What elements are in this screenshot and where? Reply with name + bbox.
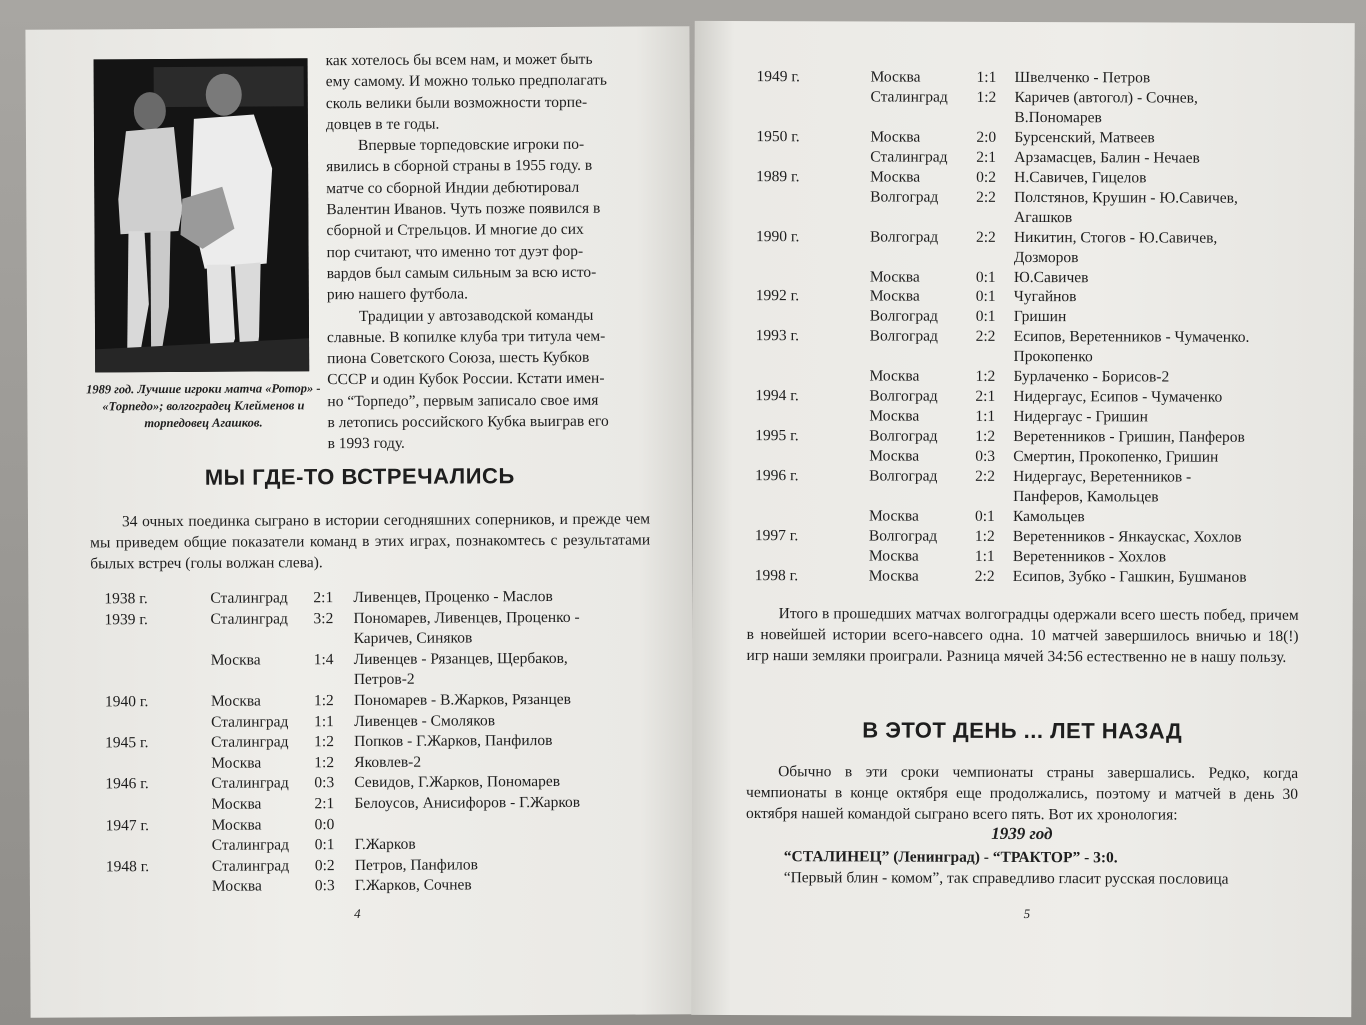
match-year: 1940 г. bbox=[104, 693, 149, 711]
intro-line: сколь велики были возможности торпе- bbox=[325, 93, 588, 112]
match-row bbox=[695, 67, 1355, 87]
match-scorers: Веретенников - Хохлов bbox=[1012, 547, 1167, 566]
match-score: 1:2 bbox=[314, 733, 335, 751]
match-score: 1:1 bbox=[975, 407, 996, 426]
match-year: 1946 г. bbox=[105, 775, 149, 793]
intro-line: Впервые торпедовские игроки по- bbox=[357, 136, 585, 155]
match-city: Волгоград bbox=[869, 327, 938, 346]
match-score: 0:2 bbox=[976, 168, 997, 186]
team-photo bbox=[94, 58, 310, 372]
match-score: 0:1 bbox=[974, 507, 995, 525]
match-scorers: Полстянов, Крушин - Ю.Савичев, bbox=[1014, 188, 1238, 207]
match-row bbox=[694, 366, 1354, 386]
match-scorers: Веретенников - Янкаускас, Хохлов bbox=[1012, 527, 1242, 546]
match-year: 1992 г. bbox=[755, 287, 800, 305]
match-scorers: Петров, Панфилов bbox=[354, 856, 478, 874]
match-row bbox=[693, 426, 1353, 446]
match-scorers: Пономарев, Ливенцев, Проценко - bbox=[353, 608, 580, 627]
match-row bbox=[694, 266, 1354, 286]
match-scorers: Прокопенко bbox=[1013, 348, 1093, 366]
intro-line: но “Торпедо”, первым записало свое имя bbox=[327, 391, 599, 410]
year-heading: 1939 год bbox=[991, 823, 1053, 844]
match-year: 1995 г. bbox=[755, 427, 799, 445]
match-scorers: Пономарев - В.Жарков, Рязанцев bbox=[353, 690, 571, 710]
page-number-right: 5 bbox=[1023, 906, 1031, 922]
match-score: 0:0 bbox=[314, 815, 335, 833]
match-row bbox=[693, 506, 1353, 526]
match-score: 2:1 bbox=[313, 589, 334, 607]
match-scorers: Швелченко - Петров bbox=[1014, 68, 1151, 87]
match-row bbox=[28, 586, 692, 608]
match-scorers: Каричев (автогол) - Сочнев, bbox=[1014, 88, 1198, 107]
match-score: 1:2 bbox=[974, 527, 995, 545]
match-title: “СТАЛИНЕЦ” (Ленинград) - “ТРАКТОР” - 3:0. bbox=[783, 848, 1118, 867]
match-city: Волгоград bbox=[868, 527, 938, 545]
match-city: Москва bbox=[868, 567, 919, 585]
match-score: 1:2 bbox=[976, 88, 997, 106]
match-city: Волгоград bbox=[869, 387, 938, 405]
match-row bbox=[693, 386, 1353, 406]
match-city: Москва bbox=[211, 816, 262, 834]
match-score: 2:2 bbox=[975, 328, 996, 346]
match-row bbox=[694, 226, 1354, 247]
intro-line: рию нашего футбола. bbox=[326, 285, 469, 304]
match-score: 0:1 bbox=[314, 836, 335, 854]
intro-line: в летопись российского Кубка выиграв его bbox=[327, 412, 609, 432]
match-scorers: Агашков bbox=[1014, 208, 1073, 226]
page-number-left: 4 bbox=[354, 906, 361, 922]
match-scorers: Белоусов, Анисифоров - Г.Жарков bbox=[354, 793, 581, 813]
section-heading-this-day: В ЭТОТ ДЕНЬ ... ЛЕТ НАЗАД bbox=[862, 717, 1183, 744]
match-scorers: Ливенцев, Проценко - Маслов bbox=[353, 587, 553, 607]
section-heading-meetings: МЫ ГДЕ-ТО ВСТРЕЧАЛИСЬ bbox=[204, 463, 515, 490]
match-text: “Первый блин - комом”, так справедливо гласит русская пословица bbox=[783, 869, 1229, 888]
match-city: Сталинград bbox=[211, 857, 290, 875]
match-city: Москва bbox=[870, 68, 921, 86]
match-scorers: Дозморов bbox=[1013, 248, 1079, 266]
intro-line: СССР и один Кубок России. Кстати имен- bbox=[327, 370, 605, 389]
left-page bbox=[25, 26, 694, 1017]
match-city: Волгоград bbox=[869, 307, 938, 326]
match-city: Москва bbox=[869, 267, 920, 286]
match-year: 1950 г. bbox=[756, 127, 800, 146]
match-score: 2:2 bbox=[974, 567, 995, 585]
intro-line: довцев в те годы. bbox=[325, 115, 440, 134]
match-score: 1:2 bbox=[314, 753, 335, 772]
match-score: 1:4 bbox=[313, 650, 334, 669]
match-scorers: Петров-2 bbox=[353, 671, 415, 689]
match-score: 1:1 bbox=[976, 68, 997, 86]
match-row bbox=[694, 107, 1354, 127]
intro-line: пиона Советского Союза, шесть Кубков bbox=[327, 348, 590, 368]
match-scorers: Бурлаченко - Борисов-2 bbox=[1013, 368, 1170, 386]
match-year: 1938 г. bbox=[104, 590, 148, 608]
match-scorers: Никитин, Стогов - Ю.Савичев, bbox=[1013, 228, 1218, 247]
match-scorers: Севидов, Г.Жарков, Пономарев bbox=[354, 773, 561, 792]
match-year: 1947 г. bbox=[105, 816, 149, 834]
intro-line: как хотелось бы всем нам, и может быть bbox=[325, 50, 593, 70]
match-score: 0:3 bbox=[975, 447, 996, 465]
match-score: 3:2 bbox=[313, 609, 334, 627]
match-score: 1:2 bbox=[975, 427, 996, 445]
match-score: 0:1 bbox=[975, 268, 996, 286]
match-city: Москва bbox=[211, 754, 262, 772]
intro-line: сборной и Стрельцов. И многие до сих bbox=[326, 221, 584, 240]
match-city: Москва bbox=[869, 367, 920, 385]
intro-line: Валентин Иванов. Чуть позже появился в bbox=[326, 199, 601, 219]
match-city: Москва bbox=[210, 692, 261, 710]
match-city: Волгоград bbox=[869, 228, 939, 246]
match-city: Сталинград bbox=[211, 712, 289, 731]
match-scorers: Арзамасцев, Балин - Нечаев bbox=[1014, 148, 1200, 167]
match-year: 1989 г. bbox=[756, 167, 800, 185]
match-year: 1949 г. bbox=[756, 68, 800, 86]
match-score: 1:2 bbox=[313, 692, 334, 710]
match-score: 1:1 bbox=[974, 547, 995, 565]
intro-line: матче со сборной Индии дебютировал bbox=[326, 178, 580, 197]
match-score: 2:1 bbox=[975, 388, 996, 406]
match-scorers: Смертин, Прокопенко, Гришин bbox=[1013, 448, 1219, 466]
match-scorers: Есипов, Веретенников - Чумаченко. bbox=[1013, 328, 1250, 347]
match-score: 1:1 bbox=[313, 712, 334, 730]
match-score: 2:2 bbox=[976, 188, 996, 206]
match-score: 0:1 bbox=[975, 288, 996, 306]
intro-line: ему самому. И можно только предполагать bbox=[325, 71, 607, 91]
match-city: Москва bbox=[210, 651, 261, 669]
match-city: Москва bbox=[869, 407, 920, 425]
match-city: Москва bbox=[869, 447, 920, 465]
match-city: Москва bbox=[868, 547, 919, 565]
match-row bbox=[694, 206, 1354, 226]
intro-line: явились в сборной страны в 1955 году. в bbox=[326, 157, 593, 176]
match-row bbox=[694, 167, 1354, 187]
results-summary: Итого в прошедших матчах волгоградцы одержали всего шесть побед, причем в новейшей истории всего-навсего одна. 10 матчей завершилось вничью и 18(!) игр наши земляки проиграли. Разница мячей 34:56 естественно не в нашу пользу. bbox=[746, 605, 1299, 666]
match-city: Волгоград bbox=[870, 188, 939, 206]
match-scorers: Ю.Савичев bbox=[1013, 268, 1089, 286]
match-scorers: Яковлев-2 bbox=[354, 753, 422, 771]
match-city: Волгоград bbox=[869, 467, 938, 485]
match-score: 0:3 bbox=[314, 774, 335, 792]
match-score: 0:1 bbox=[975, 308, 996, 326]
match-year: 1993 г. bbox=[755, 327, 800, 345]
this-day-text: Обычно в эти сроки чемпионаты страны завершались. Редко, когда чемпионаты в конце октября еще продолжались, поэтому и матчей в день 30 октября нашей командой сыграно всего пять. Вот их хронология: bbox=[745, 763, 1299, 824]
match-scorers: Есипов, Зубко - Гашкин, Бушманов bbox=[1012, 567, 1247, 586]
match-scorers: Ливенцев - Смоляков bbox=[353, 711, 496, 730]
match-city: Сталинград bbox=[211, 733, 289, 751]
match-score: 1:2 bbox=[975, 368, 996, 386]
match-score: 0:2 bbox=[314, 856, 335, 875]
match-city: Сталинград bbox=[210, 589, 288, 607]
right-page bbox=[691, 21, 1354, 1017]
match-score: 2:2 bbox=[975, 228, 996, 246]
match-year: 1990 г. bbox=[755, 227, 800, 245]
match-scorers: Ливенцев - Рязанцев, Щербаков, bbox=[353, 649, 568, 668]
match-year: 1945 г. bbox=[105, 734, 149, 752]
match-city: Сталинград bbox=[870, 148, 948, 166]
intro-line: славные. В копилке клуба три титула чем- bbox=[326, 327, 606, 347]
match-row bbox=[693, 566, 1353, 586]
match-scorers: Н.Савичев, Гицелов bbox=[1014, 168, 1147, 187]
match-city: Москва bbox=[870, 168, 921, 186]
intro-line: вардов был самым сильным за всю исто- bbox=[326, 263, 597, 283]
match-scorers: Бурсенский, Матвеев bbox=[1014, 128, 1155, 147]
match-scorers: Веретенников - Гришин, Панферов bbox=[1013, 428, 1245, 446]
match-city: Сталинград bbox=[870, 88, 948, 106]
match-row bbox=[693, 526, 1353, 546]
match-city: Москва bbox=[211, 877, 262, 896]
intro-line: пор считают, что именно тот дуэт фор- bbox=[326, 242, 584, 261]
match-scorers: Гришин bbox=[1013, 308, 1067, 326]
meetings-lead: 34 очных поединка сыграно в истории сегодняшних соперников, и прежде чем мы приведем общие показатели команд в этих играх, познакомтесь с результатами былых встреч (голы волжан слева). bbox=[90, 510, 651, 573]
match-scorers: Панферов, Камольцев bbox=[1013, 487, 1159, 506]
match-scorers: Каричев, Синяков bbox=[353, 629, 473, 648]
match-year: 1939 г. bbox=[104, 610, 148, 628]
match-row bbox=[694, 127, 1354, 147]
photo-caption: 1989 год. Лучшие игроки матча «Ротор» - «Торпедо»; волгоградец Клейменов и торпедовец Агашков. bbox=[86, 381, 321, 431]
match-scorers: Камольцев bbox=[1012, 507, 1085, 526]
match-scorers: Г.Жарков, Сочнев bbox=[354, 876, 472, 895]
match-row bbox=[693, 466, 1353, 486]
match-year: 1948 г. bbox=[105, 857, 150, 876]
match-scorers: Нидергаус, Есипов - Чумаченко bbox=[1013, 388, 1223, 406]
match-city: Москва bbox=[869, 287, 920, 306]
match-scorers: Нидергаус - Гришин bbox=[1013, 408, 1148, 426]
intro-text bbox=[326, 48, 650, 454]
match-city: Сталинград bbox=[211, 836, 290, 854]
match-score: 2:2 bbox=[975, 467, 995, 485]
match-city: Москва bbox=[211, 795, 262, 813]
match-row bbox=[694, 326, 1354, 347]
match-scorers: Чугайнов bbox=[1013, 288, 1077, 306]
match-scorers: Попков - Г.Жарков, Панфилов bbox=[354, 732, 553, 751]
intro-line: в 1993 году. bbox=[327, 435, 405, 453]
match-scorers: Г.Жарков bbox=[354, 835, 416, 854]
match-scorers: Нидергаус, Веретенников - bbox=[1013, 467, 1192, 486]
match-score: 0:3 bbox=[314, 877, 335, 895]
match-score: 2:0 bbox=[976, 128, 997, 146]
match-scorers: В.Пономарев bbox=[1014, 108, 1102, 127]
match-city: Волгоград bbox=[869, 427, 938, 445]
match-year: 1996 г. bbox=[755, 467, 799, 485]
intro-line: Традиции у автозаводской команды bbox=[358, 306, 594, 325]
match-city: Москва bbox=[868, 507, 919, 525]
match-year: 1997 г. bbox=[754, 526, 799, 545]
match-score: 2:1 bbox=[314, 795, 335, 813]
match-city: Сталинград bbox=[211, 774, 289, 793]
match-city: Сталинград bbox=[210, 609, 288, 628]
match-city: Москва bbox=[870, 128, 921, 146]
match-row bbox=[694, 286, 1354, 306]
match-score: 2:1 bbox=[976, 148, 997, 166]
match-year: 1998 г. bbox=[754, 566, 799, 584]
match-year: 1994 г. bbox=[755, 387, 799, 405]
